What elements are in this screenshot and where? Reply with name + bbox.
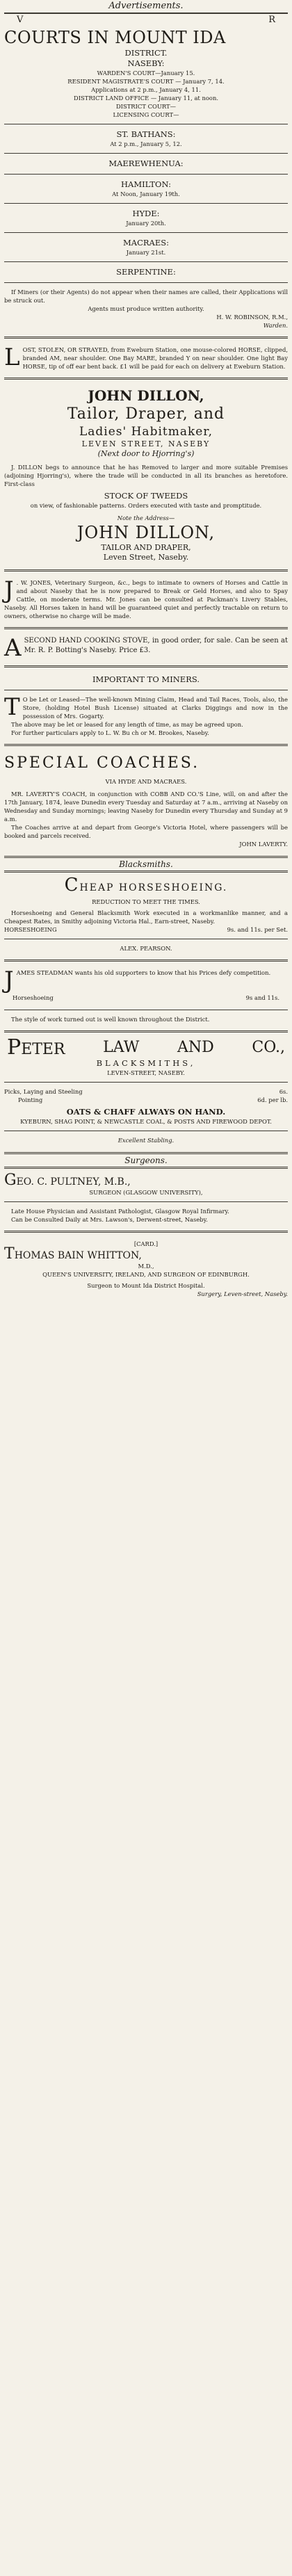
dillon-trade-2: Ladies' Habitmaker, [79, 425, 213, 439]
whitton-drop: T [4, 1245, 15, 1263]
lost-drop: L [4, 343, 20, 371]
jones-drop: J [4, 576, 14, 604]
dillon-stock-body: on view, of fashionable patterns. Orders executed with taste and promptitude. [30, 502, 262, 509]
st-bathans-head: ST. BATHANS: [116, 129, 176, 139]
surgeons-head: Surgeons. [4, 1152, 288, 1169]
whitton-md: M.D., [138, 1263, 154, 1270]
dillon-stock-head: STOCK OF TWEEDS [104, 491, 188, 501]
peter-drop: P [7, 1035, 22, 1060]
courts-line-2: RESIDENT MAGISTRATE'S COURT — January 7, 14. [67, 78, 225, 85]
hyde-head: HYDE: [132, 209, 160, 218]
dillon-note: Note the Address— [117, 515, 175, 521]
coaches-title: PECIAL COACHES. [17, 754, 200, 772]
coaches-ad [4, 752, 288, 850]
dillon-next: (Next door to Hjorring's) [97, 449, 195, 458]
courts-line-1: WARDEN'S COURT—January 15. [97, 70, 195, 76]
hamilton-head: HAMILTON: [121, 179, 171, 189]
blacksmiths-head: Blacksmiths. [4, 856, 288, 873]
whitton-name: HOMAS BAIN WHITTON, [14, 1250, 142, 1261]
courts-ad [4, 26, 288, 331]
whitton-address: Surgery, Leven-street, Naseby. [197, 1290, 288, 1297]
jones-text: . W. JONES, Veterinary Surgeon, &c., begs to intimate to owners of Horses and Cattle in and about Naseby that he is now prepared to Break or Geld Horses, and also to Spay Cattle, on moderate terms. Mr. Jones can be consulted at Packman's Livery Stables, Naseby. All Horses taken in hand will be guaranteed quiet and perfectly tractable on return to owners, otherwise no charge will be made. [4, 579, 288, 619]
dillon-trade: Tailor, Draper, and [67, 405, 225, 423]
pulteney-name: EO. C. PULTNEY, M.B., [16, 1176, 131, 1188]
coaches-text-2: The Coaches arrive at and depart from George's Victoria Hotel, where passengers will be booked and parcels received. [4, 824, 288, 839]
pulteney-drop: G [4, 1172, 17, 1189]
dillon-name: JOHN DILLON, [88, 387, 204, 404]
miners-drop: T [4, 693, 20, 721]
cheap-sign: ALEX. PEARSON. [120, 945, 172, 952]
courts-district: DISTRICT. [124, 48, 168, 58]
courts-sign: H. W. ROBINSON, R.M., [216, 314, 288, 321]
steadman-drop: J [4, 966, 14, 994]
masthead: Advertisements. [4, 0, 288, 14]
hamilton-line: At Noon, January 19th. [112, 191, 180, 197]
jones-ad [4, 577, 288, 622]
whitton-text: Surgeon to Mount Ida District Hospital. [87, 1282, 205, 1289]
cheap-price-label: HORSESHOEING [4, 926, 57, 933]
courts-line-4: DISTRICT LAND OFFICE — January 11, at noon. [73, 95, 218, 102]
dillon-trade-3: TAILOR AND DRAPER, [101, 543, 191, 552]
courts-line-6: LICENSING COURT— [113, 111, 179, 118]
courts-line-3: Applications at 2 p.m., January 4, 11. [91, 86, 201, 93]
serpentine-head: SERPENTINE: [116, 267, 176, 277]
macraes-head: MACRAES: [123, 238, 169, 248]
naseby-head: NASEBY: [127, 58, 165, 68]
steadman-tail: The style of work turned out is well known throughout the District. [11, 1016, 210, 1023]
pulteney-title: SURGEON (GLASGOW UNIVERSITY), [89, 1189, 203, 1196]
courts-title: OURTS IN MOUNT IDA [17, 28, 226, 47]
stove-drop: A [4, 634, 22, 662]
miners-head: IMPORTANT TO MINERS. [92, 674, 200, 684]
pick-price: 6s. [279, 1088, 288, 1095]
peter-street: LEVEN-STREET, NASEBY. [107, 1069, 185, 1076]
stove-ad [4, 635, 288, 660]
dillon-street: Leven Street, Naseby. [103, 553, 189, 562]
coaches-text: MR. LAVERTY'S COACH, in conjunction with COBB AND CO.'S Line, will, on and after the 17th January, 1874, leave Dunedin every Tuesday and Saturday at 7 a.m., arriving at Naseby on Wednesday and Sunday mornings; leaving Naseby for Dunedin every Thursday and Sunday at 9 a.m. [4, 791, 288, 823]
dillon-ad [4, 385, 288, 564]
peter-law-ad [4, 1035, 288, 1146]
stove-text: SECOND HAND COOKING STOVE, in good order, for sale. Can be seen at Mr. R. P. Botting's Naseby. Price £3. [24, 637, 288, 654]
peter-name-2: LAW [103, 1039, 140, 1056]
courts-sign-2: Warden. [263, 322, 288, 329]
st-bathans-line: At 2 p.m., January 5, 12. [110, 140, 182, 147]
cheap-drop: C [64, 875, 80, 896]
peter-trade: BLACKSMITHS, [96, 1058, 196, 1068]
courts-drop: C [4, 28, 17, 47]
oats: OATS & CHAFF ALWAYS ON HAND. [66, 1107, 226, 1117]
va-row [4, 14, 288, 26]
steadman-price-label: Horseshoeing [13, 994, 54, 1001]
lost-ad [4, 344, 288, 372]
whitton-ad [4, 1238, 288, 1299]
miners-text-2: The above may be let or leased for any length of time, as may be agreed upon. [11, 721, 243, 728]
whitton-card: [CARD.] [133, 1240, 159, 1247]
courts-agents: Agents must produce written authority. [88, 305, 204, 312]
courts-line-5: DISTRICT COURT— [115, 103, 177, 110]
cheap-price: 9s. and 11s. per Set. [227, 926, 288, 933]
peter-name-1: ETER [21, 1041, 65, 1058]
cheap-title: HEAP HORSESHOEING. [79, 882, 228, 893]
miners-text: O be Let or Leased—The well-known Mining Claim, Head and Tail Races, Tools, also, the Store, (holding Hotel Bush License) situated at Clarks Diggings and now in the possession of Mrs. Gogarty. [22, 696, 288, 720]
coaches-drop: S [4, 754, 17, 772]
coaches-sign: JOHN LAVERTY. [239, 841, 288, 848]
coaches-via: VIA HYDE AND MACRAES. [105, 778, 187, 785]
whitton-qual: QUEEN'S UNIVERSITY, IRELAND, AND SURGEON OF EDINBURGH. [42, 1271, 250, 1278]
courts-notice: If Miners (or their Agents) do not appear when their names are called, their Applications will be struck out. [4, 289, 288, 304]
steadman-text: AMES STEADMAN wants his old supporters to know that his Prices defy competition. [16, 969, 271, 976]
cheap-text: Horseshoeing and General Blacksmith Work executed in a workmanlike manner, and a Cheapest Rates, in Smithy adjoining Victoria Hal., Earn-street, Naseby. [4, 909, 288, 925]
peter-name-4: CO., [252, 1039, 285, 1056]
maerewhenua-head: MAEREWHENUA: [108, 159, 184, 168]
point-price: 6d. per lb. [257, 1096, 288, 1103]
pulteney-text: Late House Physician and Assistant Pathologist, Glasgow Royal Infirmary. [11, 1208, 229, 1215]
steadman-price: 9s and 11s. [245, 994, 279, 1001]
lost-text: OST, STOLEN, OR STRAYED, from Eweburn Station, one mouse-colored HORSE, clipped, branded AM, near shoulder. One Bay MARE, branded Y on near shoulder. One light Bay HORSE, tip of off ear bent back. £1 will be paid for each on delivery at Eweburn Station. [22, 346, 288, 370]
pearson-ad [4, 877, 288, 954]
hyde-line: January 20th. [126, 220, 166, 227]
dillon-address: LEVEN STREET, NASEBY [81, 439, 211, 448]
dillon-name-2: JOHN DILLON, [76, 523, 216, 542]
coal: KYEBURN, SHAG POINT, & NEWCASTLE COAL, & POSTS AND FIREWOOD DEPOT. [20, 1118, 272, 1125]
cheap-sub: REDUCTION TO MEET THE TIMES. [92, 898, 200, 905]
va-left: V [17, 15, 24, 25]
peter-name-3: AND [177, 1039, 214, 1056]
miners-text-3: For further particulars apply to L. W. Bu ch or M. Brookes, Naseby. [11, 729, 209, 736]
macraes-line: January 21st. [126, 249, 166, 256]
steadman-ad [4, 967, 288, 1025]
va-right: R [268, 15, 275, 25]
dillon-body: J. DILLON begs to announce that he has Removed to larger and more suitable Premises (adjoining Hjorring's), where the trade will be conducted in all its branches as heretofore. First-class [4, 464, 288, 487]
stabling: Excellent Stabling. [117, 1137, 175, 1144]
point-label: Pointing [18, 1096, 43, 1103]
pulteney-ad [4, 1173, 288, 1225]
pulteney-text-2: Can be Consulted Daily at Mrs. Lawson's, Derwent-street, Naseby. [11, 1216, 208, 1223]
miners-ad [4, 673, 288, 738]
pick-label: Picks, Laying and Steeling [4, 1088, 83, 1095]
